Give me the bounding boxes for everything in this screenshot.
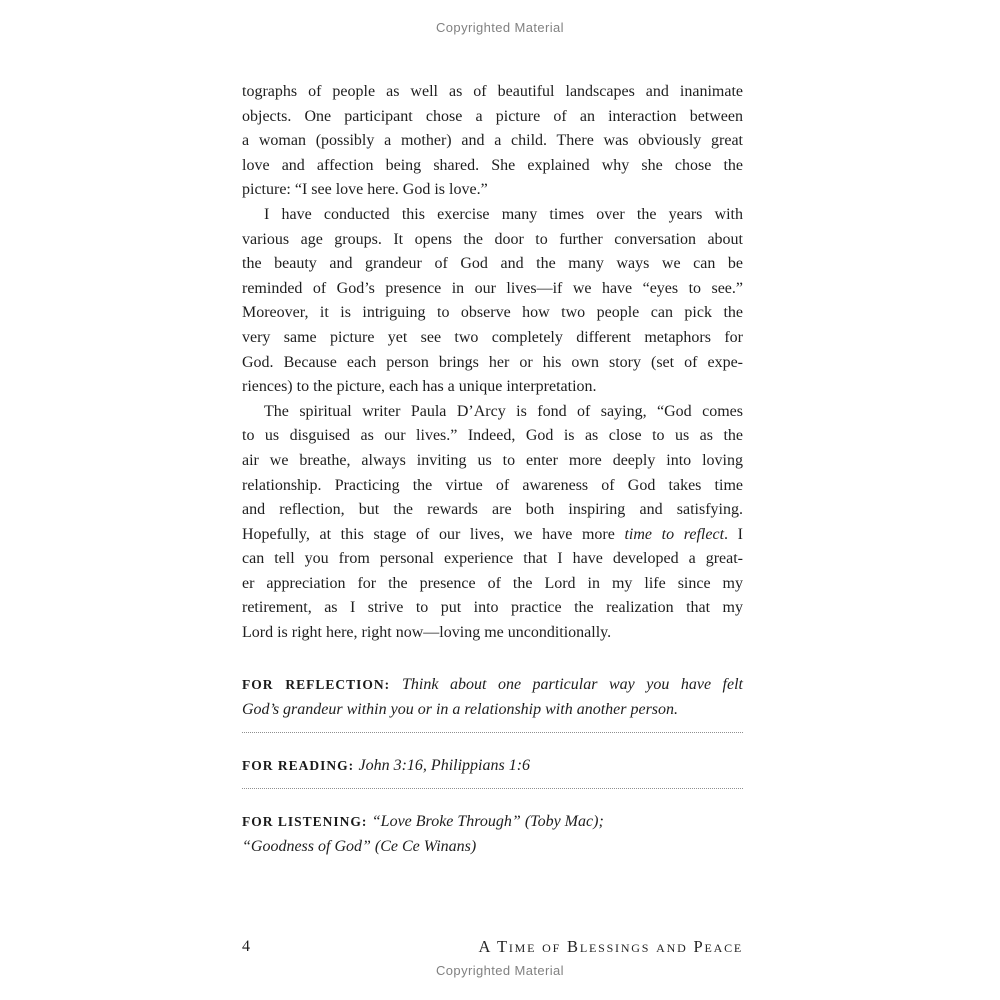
section-for-listening — [242, 809, 743, 859]
text-segment: can tell you from personal experience that I have developed a great- — [242, 550, 743, 568]
text-segment: and reflection, but the rewards are both inspiring and satisfying. — [242, 501, 743, 519]
text-segment: objects. One participant chose a picture of an interaction between — [242, 107, 743, 125]
dotted-separator — [242, 788, 743, 789]
text-segment: very same picture yet see two completely different metaphors for — [242, 328, 743, 346]
text-segment: tographs of people as well as of beautiful landscapes and inanimate — [242, 83, 743, 100]
text-line — [242, 351, 743, 376]
section-label: FOR REFLECTION: — [242, 676, 403, 692]
text-line — [242, 252, 743, 277]
text-line — [242, 326, 743, 351]
top-copyright-notice: Copyrighted Material — [436, 20, 564, 35]
text-segment: I have conducted this exercise many times over the years with — [264, 205, 743, 223]
text-line — [242, 105, 743, 130]
text-line — [242, 834, 743, 859]
text-segment: the beauty and grandeur of God and the many ways we can be — [242, 255, 743, 273]
body-text — [242, 80, 743, 646]
text-line — [242, 154, 743, 179]
text-line — [242, 596, 743, 621]
sections — [242, 672, 743, 859]
paragraph — [242, 400, 743, 646]
text-segment: retirement, as I strive to put into practice the realization that my — [242, 599, 743, 617]
text-segment: God’s grandeur within you or in a relationship with another person. — [242, 700, 679, 718]
page-number: 4 — [242, 938, 250, 955]
text-segment: riences) to the picture, each has a unique interpretation. — [242, 378, 597, 396]
page-content — [242, 80, 743, 859]
text-line — [242, 572, 743, 597]
text-segment: various age groups. It opens the door to further conversation about — [242, 230, 743, 248]
text-line — [242, 449, 743, 474]
text-segment: . I — [724, 525, 744, 543]
paragraph — [242, 203, 743, 400]
text-line — [242, 474, 743, 499]
section-label: FOR READING: — [242, 757, 359, 773]
text-line — [242, 753, 743, 778]
text-line — [242, 809, 743, 834]
text-line — [242, 672, 743, 697]
section-for-reading — [242, 753, 743, 778]
text-segment: picture: “I see love here. God is love.” — [242, 181, 488, 199]
text-segment: Moreover, it is intriguing to observe how two people can pick the — [242, 304, 743, 322]
text-line — [242, 498, 743, 523]
text-line — [242, 621, 743, 646]
text-segment: relationship. Practicing the virtue of awareness of God takes time — [242, 476, 743, 494]
text-line — [242, 697, 743, 722]
text-line — [242, 277, 743, 302]
bottom-copyright-notice: Copyrighted Material — [436, 963, 564, 978]
text-segment: love and affection being shared. She explained why she chose the — [242, 156, 743, 174]
text-segment: air we breathe, always inviting us to enter more deeply into loving — [242, 451, 743, 469]
text-segment: John 3:16, Philippians 1:6 — [358, 756, 531, 774]
text-segment: to us disguised as our lives.” Indeed, God is as close to us as the — [242, 427, 743, 445]
text-line — [242, 129, 743, 154]
text-segment: er appreciation for the presence of the Lord in my life since my — [242, 574, 743, 592]
text-segment: reminded of God’s presence in our lives—if we have “eyes to see.” — [242, 279, 743, 297]
text-line — [242, 203, 743, 228]
paragraph — [242, 80, 743, 203]
text-segment: “Goodness of God” (Ce Ce Winans) — [242, 837, 477, 855]
text-segment: Hopefully, at this stage of our lives, we have more — [242, 525, 625, 543]
text-line — [242, 178, 743, 203]
text-line — [242, 301, 743, 326]
text-segment: a woman (possibly a mother) and a child. There was obviously great — [242, 132, 743, 150]
text-line — [242, 80, 743, 105]
text-line — [242, 228, 743, 253]
text-line — [242, 400, 743, 425]
text-segment: The spiritual writer Paula D’Arcy is fond of saying, “God comes — [264, 402, 743, 420]
text-line — [242, 424, 743, 449]
running-title: A Time of Blessings and Peace — [478, 937, 743, 956]
text-line — [242, 375, 743, 400]
dotted-separator — [242, 732, 743, 733]
text-segment: Think about one particular way you have felt — [402, 675, 743, 693]
text-segment: “Love Broke Through” (Toby Mac); — [371, 812, 604, 830]
section-label: FOR LISTENING: — [242, 813, 372, 829]
text-segment: Lord is right here, right now—loving me unconditionally. — [242, 624, 612, 642]
section-for-reflection — [242, 672, 743, 722]
text-line — [242, 523, 743, 548]
text-segment: time to reflect — [624, 525, 725, 543]
text-line — [242, 547, 743, 572]
text-segment: God. Because each person brings her or his own story (set of expe- — [242, 353, 743, 371]
